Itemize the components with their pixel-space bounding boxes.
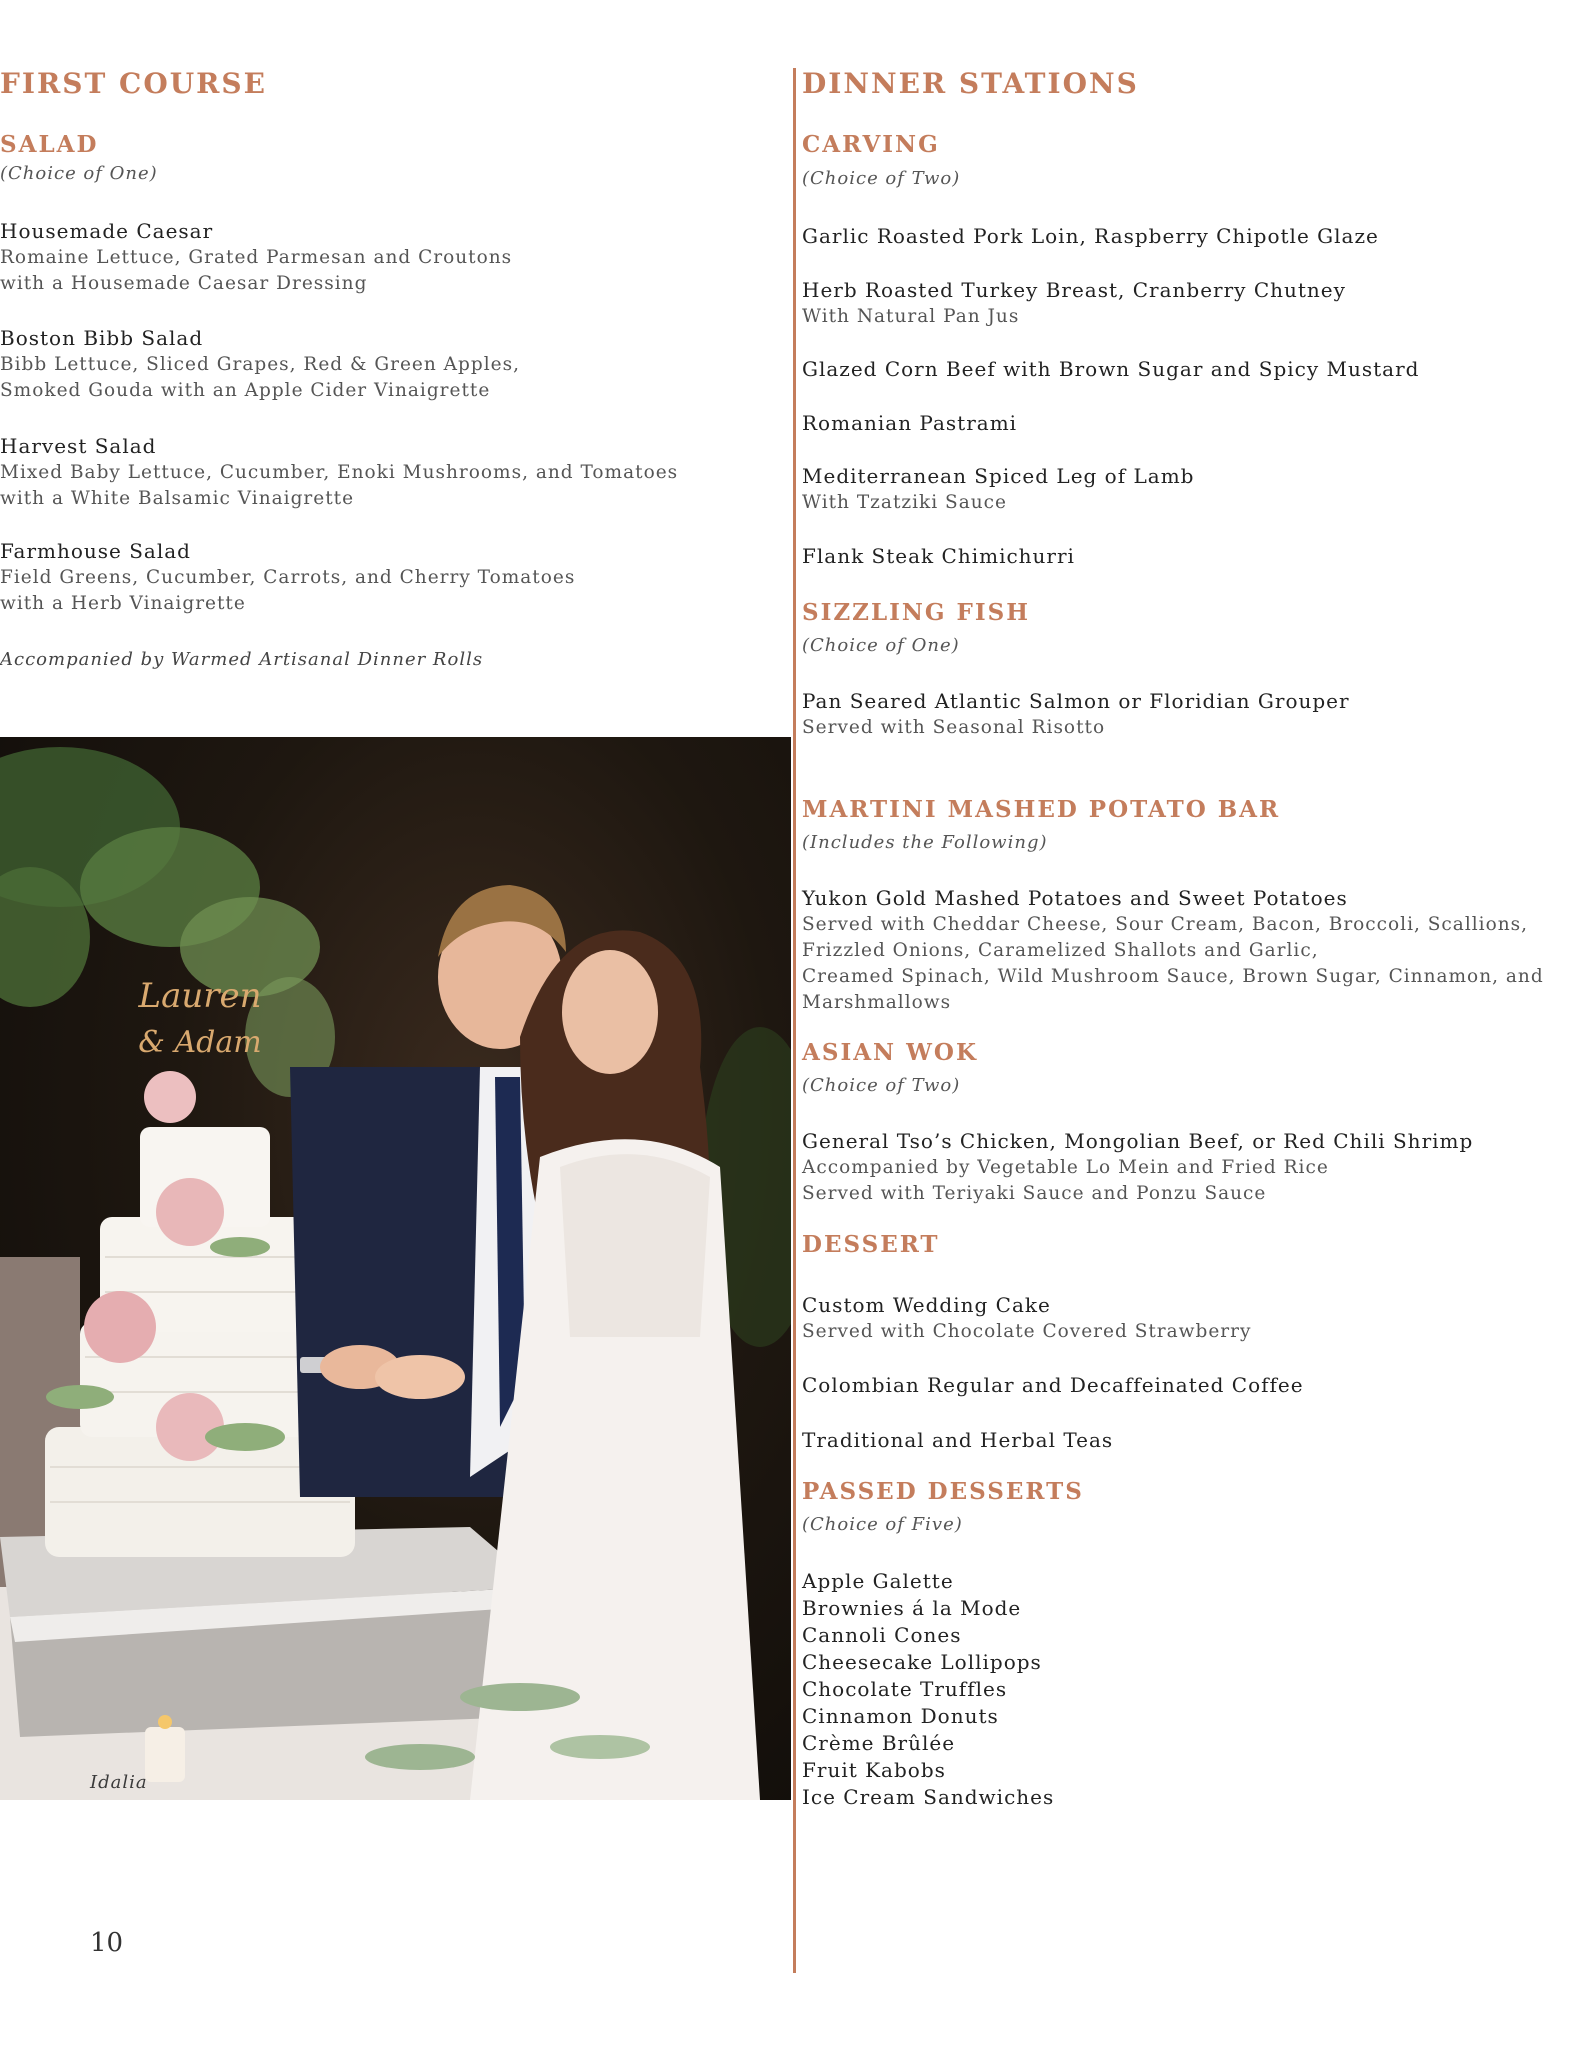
carving-item bbox=[802, 410, 1593, 437]
carving-item bbox=[802, 356, 1593, 383]
list-item: Cinnamon Donuts bbox=[802, 1704, 999, 1728]
carving-item bbox=[802, 543, 1593, 570]
photo-credit: Idalia bbox=[90, 1772, 148, 1793]
carving-item bbox=[802, 223, 1593, 250]
item-name: Boston Bibb Salad bbox=[0, 326, 204, 350]
carving-item bbox=[802, 463, 1593, 516]
item-desc: Smoked Gouda with an Apple Cider Vinaigrette bbox=[0, 380, 491, 401]
item-desc: with a Herb Vinaigrette bbox=[0, 593, 246, 614]
passed-desserts-choice: (Choice of Five) bbox=[802, 1514, 963, 1535]
item-name: General Tso’s Chicken, Mongolian Beef, or Red Chili Shrimp bbox=[802, 1129, 1474, 1153]
sizzling-fish-title: SIZZLING FISH bbox=[802, 599, 1030, 626]
potato-bar-item bbox=[802, 885, 1593, 1016]
passed-desserts-title: PASSED DESSERTS bbox=[802, 1478, 1084, 1505]
dessert-item bbox=[802, 1372, 1593, 1399]
list-item: Crème Brûlée bbox=[802, 1731, 956, 1755]
page-number: 10 bbox=[90, 1928, 124, 1958]
cake-stand bbox=[0, 1527, 540, 1737]
item-name: Herb Roasted Turkey Breast, Cranberry Chutney bbox=[802, 278, 1346, 302]
carving-item bbox=[802, 277, 1593, 330]
potato-bar-choice: (Includes the Following) bbox=[802, 832, 1048, 853]
list-item: Fruit Kabobs bbox=[802, 1758, 946, 1782]
item-name: Glazed Corn Beef with Brown Sugar and Spicy Mustard bbox=[802, 357, 1420, 381]
potato-bar-title: MARTINI MASHED POTATO BAR bbox=[802, 796, 1281, 823]
item-name: Flank Steak Chimichurri bbox=[802, 544, 1075, 568]
item-desc: Served with Chocolate Covered Strawberry bbox=[802, 1321, 1252, 1342]
salad-item bbox=[0, 538, 790, 617]
salad-item bbox=[0, 433, 790, 512]
asian-wok-item bbox=[802, 1128, 1593, 1207]
list-item: Chocolate Truffles bbox=[802, 1677, 1008, 1701]
passed-desserts-list bbox=[802, 1568, 1593, 1811]
item-name: Traditional and Herbal Teas bbox=[802, 1428, 1114, 1452]
item-desc: Bibb Lettuce, Sliced Grapes, Red & Green Apples, bbox=[0, 354, 520, 375]
item-name: Custom Wedding Cake bbox=[802, 1293, 1051, 1317]
dessert-item bbox=[802, 1292, 1593, 1345]
item-name: Pan Seared Atlantic Salmon or Floridian Grouper bbox=[802, 689, 1350, 713]
item-desc: Accompanied by Vegetable Lo Mein and Fried Rice bbox=[802, 1157, 1329, 1178]
item-name: Housemade Caesar bbox=[0, 219, 214, 243]
item-name: Garlic Roasted Pork Loin, Raspberry Chipotle Glaze bbox=[802, 224, 1379, 248]
list-item: Brownies á la Mode bbox=[802, 1596, 1022, 1620]
item-name: Colombian Regular and Decaffeinated Coffee bbox=[802, 1373, 1304, 1397]
item-desc: Mixed Baby Lettuce, Cucumber, Enoki Mushrooms, and Tomatoes bbox=[0, 462, 679, 483]
item-desc: Romaine Lettuce, Grated Parmesan and Croutons bbox=[0, 247, 513, 268]
item-desc: With Natural Pan Jus bbox=[802, 306, 1020, 327]
item-desc: Field Greens, Cucumber, Carrots, and Cherry Tomatoes bbox=[0, 567, 576, 588]
item-name: Mediterranean Spiced Leg of Lamb bbox=[802, 464, 1195, 488]
item-name: Yukon Gold Mashed Potatoes and Sweet Potatoes bbox=[802, 886, 1348, 910]
sizzling-fish-choice: (Choice of One) bbox=[802, 635, 960, 656]
salad-item bbox=[0, 325, 790, 404]
list-item: Cheesecake Lollipops bbox=[802, 1650, 1042, 1674]
salad-choice: (Choice of One) bbox=[0, 163, 158, 184]
carving-title: CARVING bbox=[802, 131, 940, 158]
dessert-title: DESSERT bbox=[802, 1231, 940, 1258]
list-item: Cannoli Cones bbox=[802, 1623, 962, 1647]
candle bbox=[145, 1727, 185, 1782]
item-desc: with a White Balsamic Vinaigrette bbox=[0, 488, 355, 509]
asian-wok-title: ASIAN WOK bbox=[802, 1039, 978, 1066]
cake-topper-text: & Adam bbox=[138, 1025, 262, 1060]
item-desc: With Tzatziki Sauce bbox=[802, 492, 1007, 513]
dessert-item bbox=[802, 1427, 1593, 1454]
item-desc: Creamed Spinach, Wild Mushroom Sauce, Brown Sugar, Cinnamon, and bbox=[802, 966, 1544, 987]
first-course-title: FIRST COURSE bbox=[0, 67, 267, 100]
salad-title: SALAD bbox=[0, 131, 99, 158]
dinner-stations-title: DINNER STATIONS bbox=[802, 67, 1139, 100]
item-desc: with a Housemade Caesar Dressing bbox=[0, 273, 368, 294]
item-desc: Marshmallows bbox=[802, 992, 952, 1013]
item-desc: Served with Teriyaki Sauce and Ponzu Sauce bbox=[802, 1183, 1267, 1204]
column-divider bbox=[793, 68, 796, 1973]
item-desc: Served with Cheddar Cheese, Sour Cream, Bacon, Broccoli, Scallions, bbox=[802, 914, 1528, 935]
item-desc: Served with Seasonal Risotto bbox=[802, 717, 1106, 738]
salad-item bbox=[0, 218, 790, 297]
sizzling-fish-item bbox=[802, 688, 1593, 741]
item-name: Romanian Pastrami bbox=[802, 411, 1018, 435]
cake-topper-text: Lauren bbox=[138, 976, 262, 1016]
wedding-photo bbox=[0, 737, 791, 1800]
list-item: Ice Cream Sandwiches bbox=[802, 1785, 1055, 1809]
item-name: Farmhouse Salad bbox=[0, 539, 191, 563]
item-desc: Frizzled Onions, Caramelized Shallots and Garlic, bbox=[802, 940, 1319, 961]
item-name: Harvest Salad bbox=[0, 434, 157, 458]
asian-wok-choice: (Choice of Two) bbox=[802, 1075, 961, 1096]
list-item: Apple Galette bbox=[802, 1569, 954, 1593]
wedding-cake-illustration bbox=[0, 737, 791, 1800]
carving-choice: (Choice of Two) bbox=[802, 168, 961, 189]
salad-note: Accompanied by Warmed Artisanal Dinner Rolls bbox=[0, 649, 484, 670]
